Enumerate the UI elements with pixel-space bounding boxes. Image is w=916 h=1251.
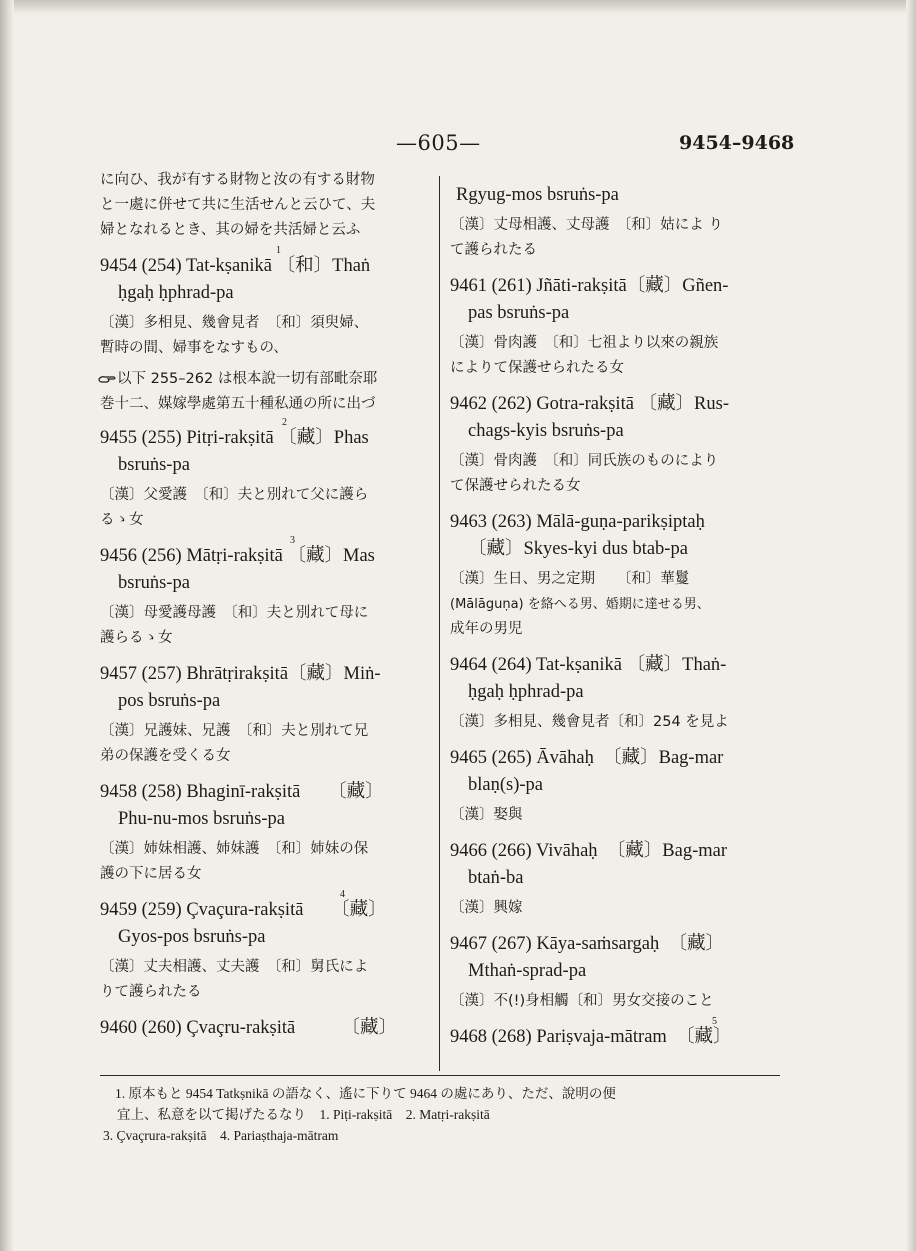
footnote-line: 3. Çvaçrura-rakṣitā 4. Pariaṣthaja-mātram (103, 1128, 339, 1143)
entry-9460 (100, 1015, 430, 1042)
entry-heading: 9455 (255) Pitṛi-rakṣitā 〔藏〕Phas (100, 428, 369, 448)
entry-heading: 9465 (265) Āvāhaḥ 〔藏〕Bag-mar (450, 748, 724, 768)
column-divider (439, 176, 440, 1071)
entry-9468 (450, 1016, 780, 1051)
entry-gloss: 〔漢〕興嫁 (450, 900, 523, 916)
entry-heading: 9461 (261) Jñāti-rakṣitā〔藏〕Gñen- (450, 276, 729, 296)
entry-heading: ḥgaḥ ḥphrad-pa (118, 283, 234, 303)
entry-heading: 9457 (257) Bhrātṛirakṣitā〔藏〕Miṅ- (100, 664, 381, 684)
left-column (100, 168, 430, 1042)
footnote-marker: 4 (340, 889, 345, 900)
entry-9465 (450, 745, 780, 828)
entry-gloss: 〔漢〕骨肉護 〔和〕同氏族のものにより (450, 453, 719, 469)
intro-line: と一處に併せて共に生活せんと云ひて、夫 (100, 197, 376, 213)
footnote-marker: 1 (276, 245, 281, 256)
entry-heading: 9468 (268) Pariṣvaja-mātram 〔藏〕 (450, 1027, 732, 1047)
footnotes (103, 1083, 775, 1146)
entry-9455 (100, 417, 430, 533)
entry-9456 (100, 535, 430, 651)
entry-9466 (450, 838, 780, 921)
entry-gloss: 〔漢〕母愛護母護 〔和〕夫と別れて母に (100, 605, 369, 621)
entry-heading: 9454 (254) Tat-kṣanikā 〔和〕Thaṅ (100, 256, 371, 276)
entry-gloss: 〔漢〕不(!)身相觸〔和〕男女交接のこと (450, 993, 714, 1009)
entry-9463 (450, 509, 780, 642)
pointing-hand-icon (98, 374, 116, 384)
entry-heading: 9456 (256) Mātṛi-rakṣitā 〔藏〕Mas (100, 546, 375, 566)
entry-gloss: て保護せられたる女 (450, 478, 581, 494)
entry-gloss: 〔漢〕丈母相護、丈母護 〔和〕姑によ り (450, 217, 723, 233)
entry-9461 (450, 273, 780, 381)
entry-heading: chags-kyis bsruṅs-pa (468, 421, 624, 441)
footnote-rule (100, 1075, 780, 1076)
entry-9459 (100, 889, 430, 1005)
entry-gloss: 〔漢〕姉妹相護、姉妹護 〔和〕姉妹の保 (100, 841, 369, 857)
entry-9464 (450, 652, 780, 735)
entry-heading: 9466 (266) Vivāhaḥ 〔藏〕Bag-mar (450, 841, 728, 861)
entry-heading: Mthaṅ-sprad-pa (468, 961, 587, 981)
scan-shadow-right (906, 0, 916, 1251)
right-column (450, 168, 780, 1051)
cross-reference-line: 巻十二、媒嫁學處第五十種私通の所に出づ (100, 396, 376, 412)
footnote-line: 1. 原本もと 9454 Tatkṣnikā の語なく、遙に下りて 9464 の處にあり、ただ、說明の便 (115, 1086, 616, 1101)
entry-gloss: 〔漢〕娶與 (450, 807, 523, 823)
intro-line: 婦となれるとき、其の婦を共活婦と云ふ (100, 222, 361, 238)
entry-gloss: 護の下に居る女 (100, 866, 202, 882)
entry-gloss: 〔漢〕生日、男之定期 〔和〕華鬘 (450, 571, 690, 587)
entry-gloss: 〔漢〕父愛護 〔和〕夫と別れて父に護ら (100, 487, 369, 503)
entry-gloss: 弟の保護を受くる女 (100, 748, 231, 764)
entry-heading: 9463 (263) Mālā-guṇa-parikṣiptaḥ (450, 512, 705, 532)
entry-heading: 9464 (264) Tat-kṣanikā 〔藏〕Thaṅ- (450, 655, 727, 675)
entry-heading: 9459 (259) Çvaçura-rakṣitā 〔藏〕 (100, 900, 387, 920)
entry-heading: bsruṅs-pa (118, 573, 190, 593)
footnote-marker: 5 (712, 1016, 717, 1027)
scan-shadow-left (0, 0, 14, 1251)
cross-reference-note (100, 367, 430, 417)
entry-gloss: りて護られたる (100, 984, 202, 1000)
entry-gloss: て護られたる (450, 242, 537, 258)
entry-9458 (100, 779, 430, 887)
entry-9460-continued (450, 168, 780, 263)
entry-heading: Gyos-pos bsruṅs-pa (118, 927, 266, 947)
entry-gloss: 成年の男児 (450, 621, 523, 637)
entry-heading: 9467 (267) Kāya-saṁsargaḥ 〔藏〕 (450, 934, 725, 954)
entry-heading: 9462 (262) Gotra-rakṣitā 〔藏〕Rus- (450, 394, 729, 414)
entry-heading: 9460 (260) Çvaçru-rakṣitā 〔藏〕 (100, 1018, 397, 1038)
intro-line: に向ひ、我が有する財物と汝の有する財物 (100, 172, 375, 188)
entry-gloss: るゝ女 (100, 512, 144, 528)
entry-gloss: (Mālāguṇa) を絡へる男、婚期に達せる男、 (450, 597, 710, 612)
cross-reference-line: 以下 255–262 は根本說一切有部毗奈耶 (117, 371, 378, 387)
footnote-line: 宜上、私意を以て掲げたるなり 1. Piṭi-rakṣitā 2. Matṛi-rakṣitā (117, 1107, 490, 1122)
entry-heading: Phu-nu-mos bsruṅs-pa (118, 809, 286, 829)
entry-heading: blaṇ(s)-pa (468, 775, 543, 795)
entry-heading: 9458 (258) Bhaginī-rakṣitā 〔藏〕 (100, 782, 384, 802)
entry-heading: pos bsruṅs-pa (118, 691, 221, 711)
entry-9457 (100, 661, 430, 769)
entry-gloss: 〔漢〕多相見、幾會見者 〔和〕須臾婦、 (100, 315, 369, 331)
entry-9454 (100, 245, 430, 361)
entry-heading: btaṅ-ba (468, 868, 524, 888)
entry-9467 (450, 931, 780, 1014)
entry-heading: 〔藏〕Skyes-kyi dus btab-pa (468, 539, 688, 559)
footnote-marker: 3 (290, 535, 295, 546)
entry-gloss: 暫時の間、婦事をなすもの、 (100, 340, 288, 356)
entry-gloss: 〔漢〕兄護妹、兄護 〔和〕夫と別れて兄 (100, 723, 369, 739)
entry-gloss: によりて保護せられたる女 (450, 360, 624, 376)
entry-range: 9454–9468 (679, 132, 795, 154)
entry-gloss: 護らるゝ女 (100, 630, 173, 646)
entry-gloss: 〔漢〕骨肉護 〔和〕七祖より以來の親族 (450, 335, 719, 351)
entry-heading: ḥgaḥ ḥphrad-pa (468, 682, 584, 702)
entry-9462 (450, 391, 780, 499)
page-number: —605— (396, 131, 481, 155)
scan-shadow-top (0, 0, 916, 14)
footnote-marker: 2 (282, 417, 287, 428)
entry-heading: pas bsruṅs-pa (468, 303, 570, 323)
entry-heading: Rgyug-mos bsruṅs-pa (456, 185, 619, 205)
entry-gloss: 〔漢〕多相見、幾會見者〔和〕254 を見よ (450, 714, 729, 730)
entry-gloss: 〔漢〕丈夫相護、丈夫護 〔和〕舅氏によ (100, 959, 369, 975)
entry-heading: bsruṅs-pa (118, 455, 190, 475)
